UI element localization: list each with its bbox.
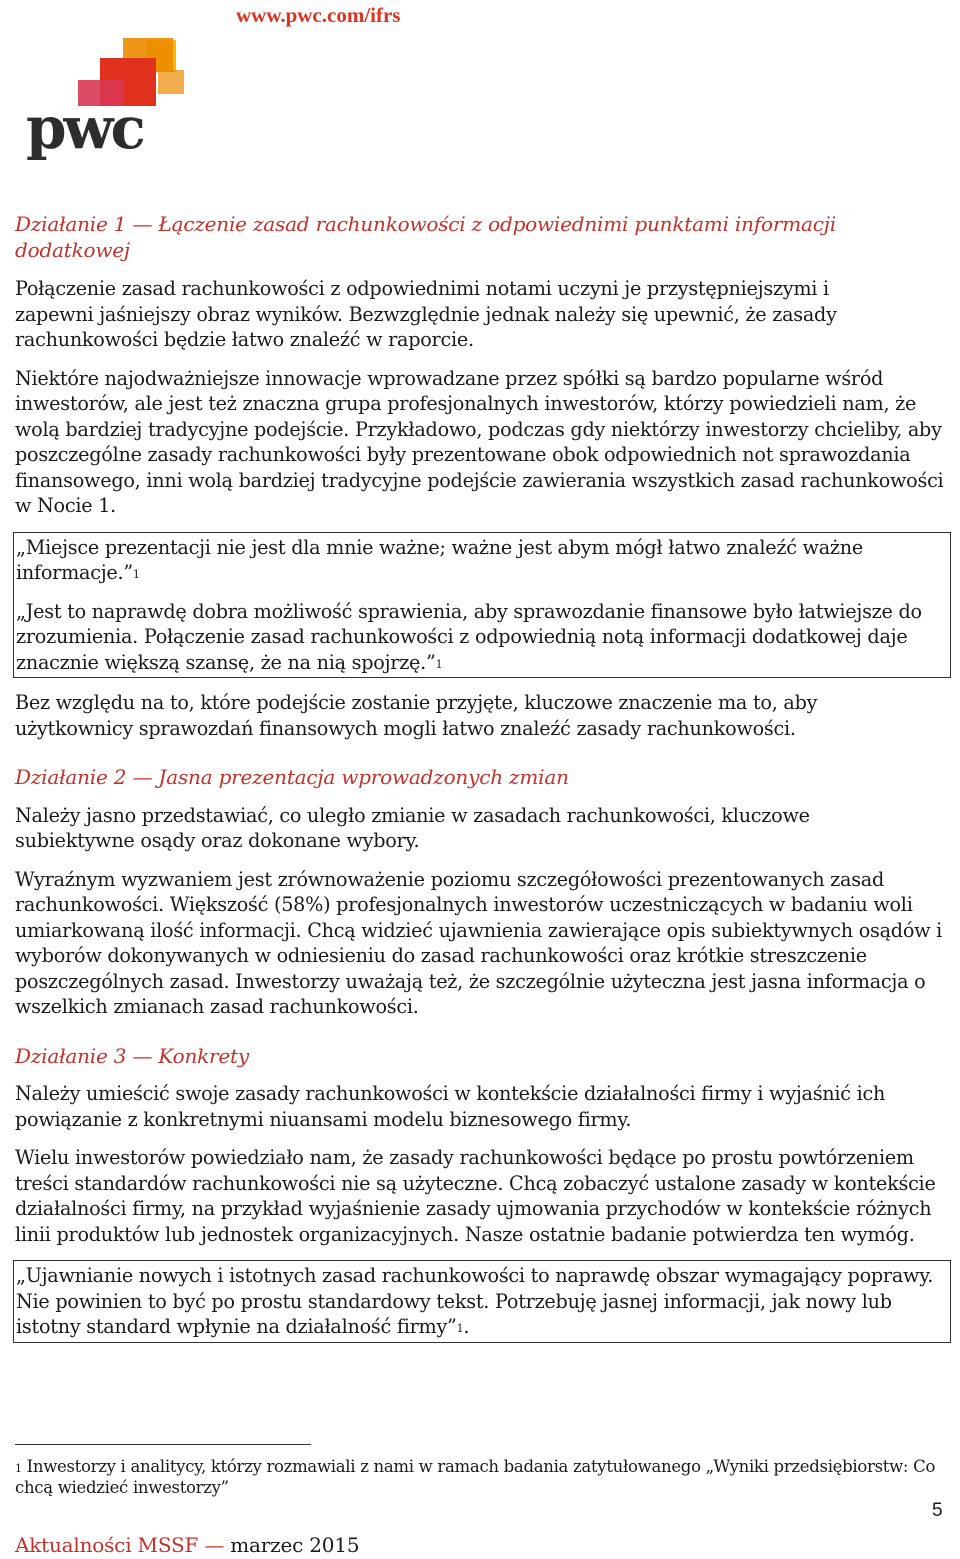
section3-heading: Działanie 3 — Konkrety	[15, 1043, 249, 1068]
quote-1-text: „Miejsce prezentacji nie jest dla mnie ważne; ważne jest abym mógł łatwo znaleźć ważne informacje.”	[16, 535, 863, 584]
footnote-divider	[15, 1444, 311, 1445]
section2-paragraph-2: Wyraźnym wyzwaniem jest zrównoważenie poziomu szczegółowości prezentowanych zasad rachunkowości. Większość (58%) profesjonalnych inwestorów uczestniczących w badaniu woli umiarkowaną ilość informacji. Chcą widzieć ujawnienia zawierające opis subiektywnych osądów i wyborów dokonywanych w odniesieniu do zasad rachunkowości oraz krótkie streszczenie poszczególnych zasad. Inwestorzy uważają też, że szczególnie użyteczna jest jasna informacja o wszelkich zmianach zasad rachunkowości.	[15, 867, 943, 1018]
page-footer	[15, 1533, 359, 1557]
pwc-logo	[18, 30, 208, 180]
main-content	[15, 212, 945, 1343]
footer-date: marzec 2015	[230, 1533, 360, 1557]
footnote-text: Inwestorzy i analitycy, którzy rozmawiali z nami w ramach badania zatytułowanego „Wyniki przedsiębiorstw: Co chcą wiedzieć inwestorzy”	[15, 1457, 936, 1497]
quote-box-1	[13, 532, 951, 679]
logo-block-pink-light	[158, 70, 184, 94]
quote-2-footnote-ref: 1	[435, 657, 443, 671]
footer-separator: —	[198, 1533, 231, 1557]
quote-2	[16, 599, 940, 676]
quote-1	[16, 535, 906, 586]
section3-paragraph-2: Wielu inwestorów powiedziało nam, że zasady rachunkowości będące po prostu powtórzeniem treści standardów rachunkowości nie są użyteczne. Chcą zobaczyć ustalone zasady w kontekście działalności firmy, na przykład wyjaśnienie zasady ujmowania przychodów w kontekście różnych linii produktów lub jednostek organizacyjnych. Nasze ostatnie badanie potwierdza ten wymóg.	[15, 1146, 936, 1246]
header-url-link[interactable]: www.pwc.com/ifrs	[236, 3, 401, 27]
section1-paragraph-2: Niektóre najodważniejsze innowacje wprowadzane przez spółki są bardzo popularne wśród inwestorów, ale jest też znaczna grupa profesjonalnych inwestorów, którzy powiedzieli nam, że wolą bardziej tradycyjne podejście. Przykładowo, podczas gdy niektórzy inwestorzy chcieliby, aby poszczególne zasady rachunkowości były prezentowane obok odpowiednich not sprawozdania finansowego, inni wolą bardziej tradycyjne podejście zawierania wszystkich zasad rachunkowości w Nocie 1.	[15, 366, 944, 517]
quote-3-text: „Ujawnianie nowych i istotnych zasad rachunkowości to naprawdę obszar wymagający poprawy. Nie powinien to być po prostu standardowy tekst. Potrzebuję jasnej informacji, jak nowy lub istotny standard wpłynie na działalność firmy”	[16, 1264, 934, 1338]
quote-3	[16, 1263, 940, 1340]
footer-publication: Aktualności MSSF	[15, 1533, 199, 1557]
section2-paragraph-1: Należy jasno przedstawiać, co uległo zmianie w zasadach rachunkowości, kluczowe subiektywne osądy oraz dokonane wybory.	[15, 803, 810, 852]
section1-heading: Działanie 1 — Łączenie zasad rachunkowości z odpowiednimi punktami informacji dodatkowej	[15, 212, 836, 262]
section3-paragraph-1: Należy umieścić swoje zasady rachunkowości w kontekście działalności firmy i wyjaśnić ich powiązanie z konkretnymi niuansami modelu biznesowego firmy.	[15, 1082, 886, 1131]
logo-text: pwc	[26, 94, 143, 162]
quote-3-footnote-ref: 1	[456, 1322, 464, 1335]
section2-heading: Działanie 2 — Jasna prezentacja wprowadzonych zmian	[15, 765, 569, 789]
quote-1-footnote-ref: 1	[132, 568, 140, 581]
section1-paragraph-1: Połączenie zasad rachunkowości z odpowiednimi notami uczyni je przystępniejszymi i zapewni jaśniejszy obraz wyników. Bezwzględnie jednak należy się upewnić, że zasady rachunkowości będzie łatwo znaleźć w raporcie.	[15, 277, 837, 351]
quote-box-2	[13, 1260, 951, 1343]
footnote-marker: 1	[15, 1462, 22, 1475]
footnote	[15, 1456, 945, 1498]
page-number: 5	[932, 1500, 943, 1521]
quote-2-text: „Jest to naprawdę dobra możliwość sprawienia, aby sprawozdanie finansowe było łatwiejsze do zrozumienia. Połączenie zasad rachunkowości z odpowiednią notą informacji dodatkowej daje znacznie większą szansę, że na nią spojrzę.”	[16, 599, 922, 674]
section1-paragraph-3: Bez względu na to, które podejście zostanie przyjęte, kluczowe znaczenie ma to, aby użytkownicy sprawozdań finansowych mogli łatwo znaleźć zasady rachunkowości.	[15, 691, 818, 740]
quote-3-end: .	[463, 1315, 470, 1338]
